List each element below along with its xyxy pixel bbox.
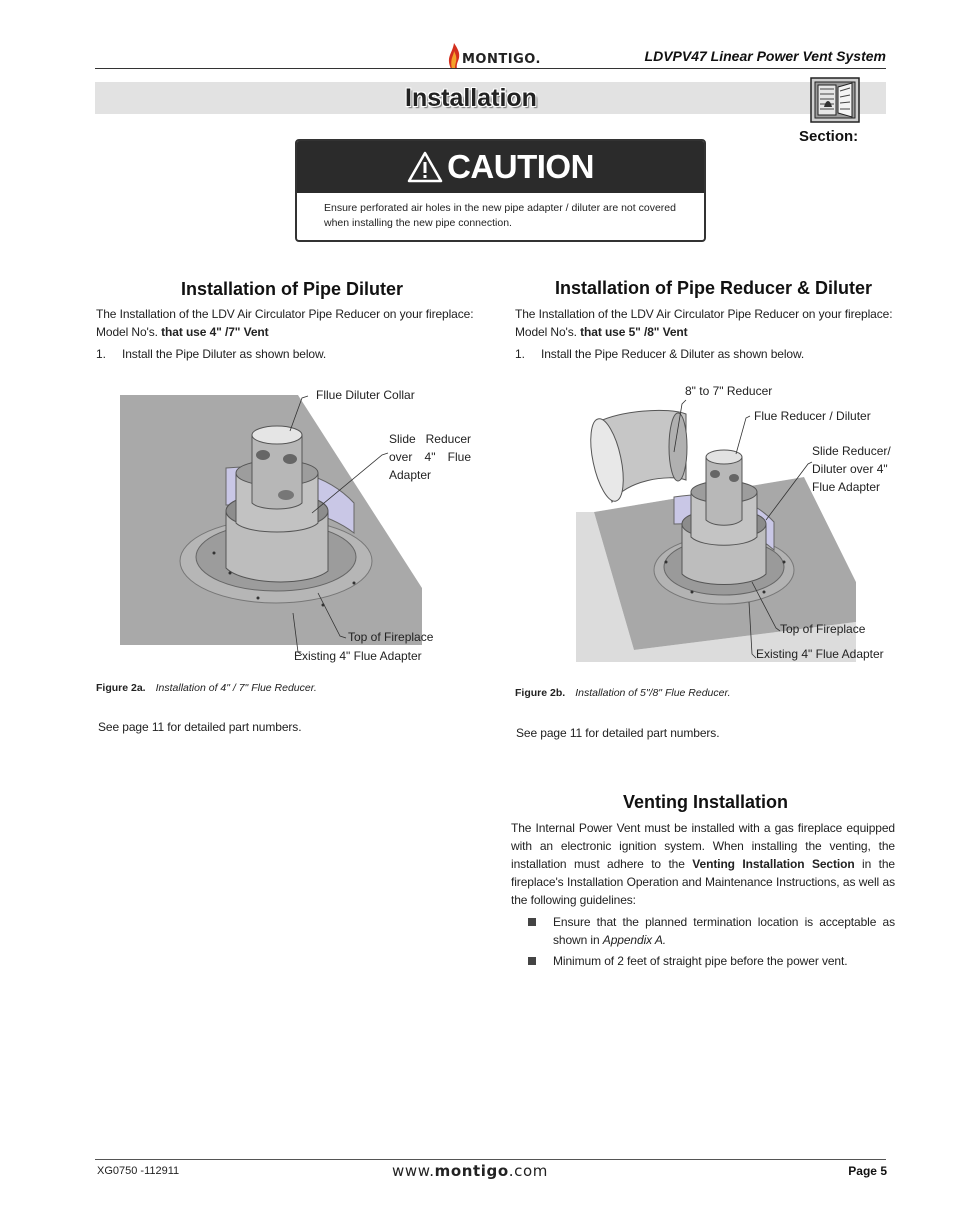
model-line [515,323,905,341]
callout-line: Adapter [389,468,432,482]
logo-text: MONTIGO. [462,52,541,67]
callout-line: Diluter over 4" [812,462,888,476]
guideline-text: Minimum of 2 feet of straight pipe before the power vent. [553,954,848,968]
bullet-square-icon [528,918,536,926]
model-prefix: Model No's. [515,325,581,339]
pipe-diluter-heading: Installation of Pipe Diluter [181,279,404,299]
pipe-reducer-heading: Installation of Pipe Reducer & Diluter [555,278,873,298]
bullet-square-icon [528,957,536,965]
guideline-item [511,952,895,970]
model-vent: that use 5" /8" Vent [580,325,688,339]
step-number: 1. [515,347,525,361]
guideline-item [511,913,895,949]
step-number: 1. [96,347,106,361]
callout-line: Flue Adapter [812,480,881,494]
caution-text: Ensure perforated air holes in the new pipe adapter / diluter are not covered when installing the new pipe connection. [324,202,676,229]
see-page-note: See page 11 for detailed part numbers. [516,726,720,740]
callout-flue-diluter-collar: Fllue Diluter Collar [316,388,415,402]
venting-section-ref: Venting Installation Section [692,857,855,871]
callout-flue-reducer-diluter: Flue Reducer / Diluter [754,409,871,423]
guideline-text: Ensure that the planned termination location is acceptable as shown in [553,915,895,947]
callout-top-of-fireplace: Top of Fireplace [780,622,866,636]
flame-icon [447,42,461,70]
figure-label: Figure 2b. [515,687,566,699]
section-heading: Installation [405,84,537,112]
step-1 [96,345,486,363]
see-page-note: See page 11 for detailed part numbers. [98,720,302,734]
figure-label: Figure 2a. [96,682,146,694]
pipe-diluter-intro [96,305,486,363]
model-line [96,323,486,341]
caution-title: CAUTION [447,148,594,185]
section-label: Section: [799,128,859,145]
callout-line: over 4" Flue [389,450,471,464]
model-prefix: Model No's. [96,325,162,339]
figure-2b-caption [515,687,731,699]
fireplace-installation-icon [810,77,860,123]
callout-line: Slide Reducer [389,432,471,446]
document-code: XG0750 -112911 [97,1165,180,1177]
warning-triangle-icon [407,151,443,183]
venting-text: The Internal Power Vent must be installed with a gas fireplace equipped with an electronic ignition system. When installing the venting, the installation must adhere to the [511,821,895,871]
figure-description: Installation of 5"/8" Flue Reducer. [575,687,731,699]
callout-existing-flue-adapter: Existing 4" Flue Adapter [294,649,422,663]
header-divider [95,68,886,69]
caution-box [295,139,706,242]
model-vent: that use 4" /7" Vent [161,325,269,339]
url-prefix: www. [392,1162,435,1180]
venting-heading: Venting Installation [623,792,789,812]
venting-text: in the fireplace's Installation Operation and Maintenance Instructions, as well as the following guidelines: [511,857,895,907]
step-text: Install the Pipe Reducer & Diluter as shown below. [541,347,805,361]
caution-header [297,141,704,193]
footer-divider [95,1159,886,1160]
website-url [392,1162,548,1180]
step-text: Install the Pipe Diluter as shown below. [122,347,327,361]
document-title: LDVPV47 Linear Power Vent System [644,48,886,64]
intro-text: The Installation of the LDV Air Circulator Pipe Reducer on your fireplace: [96,307,474,321]
appendix-ref: Appendix A. [602,933,666,947]
pipe-reducer-intro [515,305,905,363]
callout-slide-reducer [389,430,471,484]
callout-8-to-7-reducer: 8" to 7" Reducer [685,384,773,398]
figure-2a-leader-lines [118,393,424,647]
url-brand: montigo [434,1162,509,1180]
url-suffix: .com [508,1162,548,1180]
figure-description: Installation of 4" / 7" Flue Reducer. [155,682,317,694]
figure-2a-caption [96,682,317,694]
venting-guidelines [511,913,895,973]
intro-text: The Installation of the LDV Air Circulator Pipe Reducer on your fireplace: [515,307,893,321]
venting-paragraph [511,819,895,909]
callout-slide-reducer-diluter [812,442,891,496]
page-number: Page 5 [848,1164,887,1178]
step-1 [515,345,905,363]
callout-top-of-fireplace: Top of Fireplace [348,630,434,644]
montigo-logo [447,38,541,70]
callout-existing-flue-adapter: Existing 4" Flue Adapter [756,647,884,661]
callout-line: Slide Reducer/ [812,444,891,458]
